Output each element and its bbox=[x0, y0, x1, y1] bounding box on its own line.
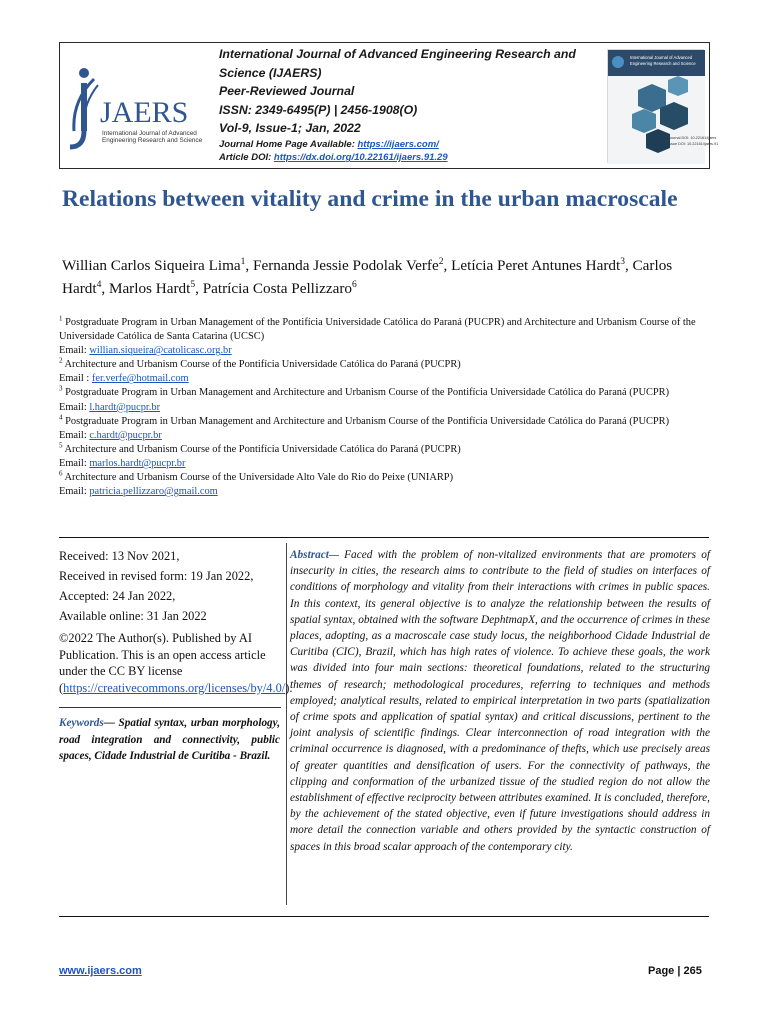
accepted-date: Accepted: 24 Jan 2022, bbox=[59, 589, 176, 603]
email-link[interactable]: marlos.hardt@pucpr.br bbox=[89, 457, 186, 469]
author-separator: , bbox=[195, 280, 203, 297]
license-paren: ( bbox=[59, 680, 64, 695]
peer-reviewed: Peer-Reviewed Journal bbox=[219, 84, 355, 99]
author-separator: , bbox=[443, 257, 452, 274]
affiliation-email bbox=[59, 372, 714, 386]
affil-number: 1 bbox=[59, 314, 63, 323]
author: Willian Carlos Siqueira Lima bbox=[62, 257, 241, 274]
svg-text:Issue DOI: 10.22161/ijaers.91: Issue DOI: 10.22161/ijaers.91 bbox=[668, 142, 719, 146]
footer-journal-link[interactable]: www.ijaers.com bbox=[59, 965, 142, 977]
email-label: Email: bbox=[59, 429, 90, 441]
affil-number: 5 bbox=[59, 441, 63, 450]
license-text: ©2022 The Author(s). Published by AI Publication. This is an open access article under the CC BY license bbox=[59, 631, 266, 679]
author-affil-mark: 5 bbox=[190, 279, 196, 290]
section-divider-top bbox=[59, 537, 709, 538]
ijaers-logo-icon bbox=[64, 61, 214, 161]
keywords-label: Keywords bbox=[59, 717, 104, 729]
email-label: Email: bbox=[59, 457, 90, 469]
article-info bbox=[59, 546, 293, 696]
svg-text:International Journal of Advan: International Journal of Advanced bbox=[630, 55, 693, 60]
affil-text: Postgraduate Program in Urban Management and Architecture and Urbanism Course of the Pontifícia Universidade Católica do Paraná (PUCPR) bbox=[62, 387, 670, 399]
affil-number: 2 bbox=[59, 356, 63, 365]
affil-number: 4 bbox=[59, 413, 63, 422]
author: Letícia Peret Antunes Hardt bbox=[451, 257, 621, 274]
author: Marlos Hardt bbox=[108, 280, 191, 297]
affil-text: Postgraduate Program in Urban Management of the Pontifícia Universidade Católica do Paraná (PUCPR) and Architecture and Urbanism Course of the Universidade Católica de Santa Catarina (UCSC) bbox=[59, 317, 696, 343]
affiliations bbox=[59, 316, 714, 499]
journal-name-line-2: Science (IJAERS) bbox=[219, 65, 322, 80]
license-link[interactable]: https://creativecommons.org/licenses/by/4.0/ bbox=[63, 680, 286, 695]
keywords-dash: — bbox=[103, 717, 119, 729]
paper-title: Relations between vitality and crime in the urban macroscale bbox=[62, 186, 678, 212]
author-list bbox=[62, 254, 712, 300]
affil-number: 6 bbox=[59, 469, 63, 478]
keywords bbox=[59, 715, 280, 765]
svg-text:Engineering Research and Scien: Engineering Research and Science bbox=[102, 137, 203, 144]
affil-text: Architecture and Urbanism Course of the Pontifícia Universidade Católica do Paraná (PUCPR) bbox=[62, 359, 461, 371]
affiliation-email bbox=[59, 485, 714, 499]
journal-name-line-1: International Journal of Advanced Engineering Research and bbox=[219, 47, 576, 61]
homepage-label: Journal Home Page Available: bbox=[219, 138, 358, 150]
affil-text: Architecture and Urbanism Course of the Universidade Alto Vale do Rio do Peixe (UNIARP) bbox=[62, 472, 454, 484]
svg-text:JAERS: JAERS bbox=[100, 96, 189, 129]
page-number: Page | 265 bbox=[648, 965, 702, 977]
affil-text: Architecture and Urbanism Course of the Pontifícia Universidade Católica do Paraná (PUCPR) bbox=[62, 443, 461, 455]
keywords-text: Spatial syntax, urban morphology, road integration and connectivity, public spaces, Cidade Industrial de Curitiba - Brazil. bbox=[59, 717, 280, 762]
affiliation-item bbox=[59, 471, 714, 485]
license-paren: ). bbox=[285, 680, 293, 695]
affil-text: Postgraduate Program in Urban Management and Architecture and Urbanism Course of the Pontifícia Universidade Católica do Paraná (PUCPR) bbox=[62, 415, 670, 427]
affiliation-item bbox=[59, 358, 714, 372]
email-link[interactable]: willian.siqueira@catolicasc.org.br bbox=[89, 345, 232, 357]
affiliation-email bbox=[59, 401, 714, 415]
email-link[interactable]: l.hardt@pucpr.br bbox=[89, 401, 161, 413]
affiliation-item bbox=[59, 386, 714, 400]
svg-text:Engineering Research and Scien: Engineering Research and Science bbox=[630, 61, 696, 66]
revised-date: Received in revised form: 19 Jan 2022, bbox=[59, 569, 254, 583]
affiliation-email bbox=[59, 429, 714, 443]
email-link[interactable]: c.hardt@pucpr.br bbox=[89, 429, 162, 441]
email-label: Email: bbox=[59, 401, 90, 413]
affil-number: 3 bbox=[59, 385, 63, 393]
received-date: Received: 13 Nov 2021, bbox=[59, 549, 180, 563]
journal-header bbox=[59, 42, 719, 169]
homepage-line bbox=[219, 138, 609, 151]
author-separator: , bbox=[245, 257, 253, 274]
email-link[interactable]: patricia.pellizzaro@gmail.com bbox=[89, 486, 218, 498]
author-affil-mark: 3 bbox=[620, 256, 625, 267]
doi-link[interactable]: https://dx.doi.org/10.22161/ijaers.91.29 bbox=[273, 152, 448, 164]
email-label: Email : bbox=[59, 373, 92, 385]
affiliation-email bbox=[59, 457, 714, 471]
email-link[interactable]: fer.verfe@hotmail.com bbox=[91, 373, 189, 385]
affiliation-item bbox=[59, 316, 714, 344]
abstract bbox=[290, 547, 710, 855]
author-affil-mark: 6 bbox=[351, 279, 357, 290]
journal-logo bbox=[64, 61, 214, 161]
author: Fernanda Jessie Podolak Verfe bbox=[253, 257, 439, 274]
abstract-dash: — bbox=[328, 549, 345, 561]
svg-text:International Journal of Advan: International Journal of Advanced bbox=[102, 130, 197, 137]
online-date: Available online: 31 Jan 2022 bbox=[59, 609, 207, 623]
doi-line bbox=[219, 151, 609, 164]
affiliation-email bbox=[59, 344, 714, 358]
cover-art-icon bbox=[608, 50, 719, 164]
abstract-label: Abstract bbox=[290, 549, 329, 561]
section-divider-bottom bbox=[59, 916, 709, 917]
author-separator: , bbox=[101, 280, 109, 297]
author: Patrícia Costa Pellizzaro bbox=[202, 280, 352, 297]
svg-text:Journal DOI: 10.22161/ijaers: Journal DOI: 10.22161/ijaers bbox=[668, 136, 717, 140]
homepage-link[interactable]: https://ijaers.com/ bbox=[357, 138, 439, 150]
journal-info bbox=[219, 45, 609, 164]
journal-cover-image bbox=[607, 49, 719, 163]
email-label: Email: bbox=[59, 486, 90, 498]
author-separator: , bbox=[624, 257, 633, 274]
doi-label: Article DOI: bbox=[219, 152, 274, 164]
license-statement bbox=[59, 630, 293, 696]
author-affil-mark: 2 bbox=[438, 256, 444, 267]
email-label: Email: bbox=[59, 345, 90, 357]
author-affil-mark: 1 bbox=[240, 256, 246, 267]
issn: ISSN: 2349-6495(P) | 2456-1908(O) bbox=[219, 102, 418, 117]
volume-issue: Vol-9, Issue-1; Jan, 2022 bbox=[219, 121, 361, 136]
column-divider bbox=[286, 543, 287, 905]
author: Carlos Hardt bbox=[62, 257, 673, 297]
info-keywords-divider bbox=[59, 707, 281, 708]
abstract-text: Faced with the problem of non-vitalized environments that are promoters of insecurity in cities, the research aims to contribute to the field of studies on interfaces of conditions of morphology and vitality from their interactions with crimes in public spaces. In this context, its general objective is to analyze the relationship between the results of spatial syntax, obtained with the software DephtmapX, and the occurrence of crimes in these places, adopting, as a macroscale case study locus, the neighborhood Cidade Industrial de Curitiba (CIC), Brazil, which has high rates of violence. To achieve these goals, the work was divided into four main sections: theoretical foundations, related to the structuring themes of research; methodological procedures, referring to techniques and methods employed; analytical results, related to empirical interpretation in two parts (spatialization of crime spots and application of spatial syntax) and critical discussions, pertinent to the joint analysis of scientific findings. Clear interconnection of road integration with the criminal occurrence is diagnosed, with a predominance of thefts, which use precisely areas of greater quantities and densification of users. For the connectivity of pathways, the clipping and conformation of the urbanized tissue of the studied region do not allow the establishment of effective reciprocity between attributes examined. It is concluded, therefore, by the achievement of the stated objective, even if future investigations should address in more detail the connection variable and others provided by the syntactic construction of spaces in this broad scalar approach of the contemporary city. bbox=[290, 549, 710, 853]
affiliation-item bbox=[59, 415, 714, 429]
author-affil-mark: 4 bbox=[96, 279, 102, 290]
affiliation-item bbox=[59, 443, 714, 457]
